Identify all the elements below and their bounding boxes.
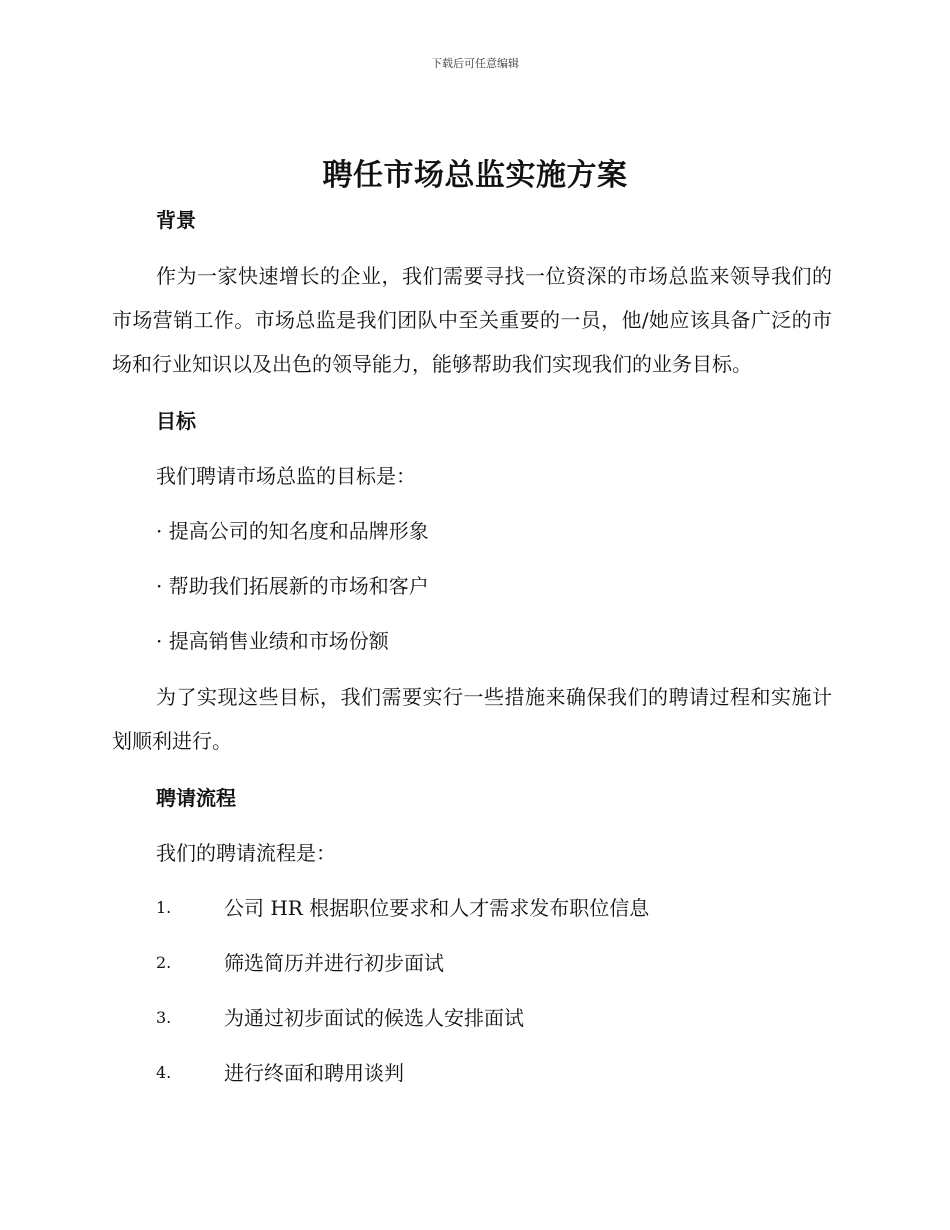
document-title: 聘任市场总监实施方案 xyxy=(322,158,628,193)
section-heading-background: 背景 xyxy=(156,208,196,232)
goal-bullet: · 帮助我们拓展新的市场和客户 xyxy=(156,574,429,598)
list-item xyxy=(112,1053,832,1093)
list-item xyxy=(112,943,832,983)
background-paragraph: 作为一家快速增长的企业，我们需要寻找一位资深的市场总监来领导我们的市场营销工作。市场总监是我们团队中至关重要的一员，他/她应该具备广泛的市场和行业知识以及出色的领导能力，能够帮助我们实现我们的业务目标。 xyxy=(112,264,832,376)
section-heading-process: 聘请流程 xyxy=(156,786,236,810)
step-number: 2. xyxy=(156,953,172,972)
step-text: 进行终面和聘用谈判 xyxy=(224,1061,404,1085)
goal-bullet: · 提高公司的知名度和品牌形象 xyxy=(156,519,429,543)
step-number: 1. xyxy=(156,898,172,917)
goal-bullet: · 提高销售业绩和市场份额 xyxy=(156,629,389,653)
process-steps-list xyxy=(112,888,832,1093)
step-text: 为通过初步面试的候选人安排面试 xyxy=(224,1006,524,1030)
list-item xyxy=(112,998,832,1038)
step-text: 筛选简历并进行初步面试 xyxy=(224,951,444,975)
goals-closing-paragraph: 为了实现这些目标，我们需要实行一些措施来确保我们的聘请过程和实施计划顺利进行。 xyxy=(112,685,832,753)
process-intro: 我们的聘请流程是： xyxy=(156,841,336,865)
list-item xyxy=(112,888,832,928)
step-number: 3. xyxy=(156,1008,172,1027)
section-heading-goals: 目标 xyxy=(156,409,196,433)
header-note: 下载后可任意编辑 xyxy=(431,57,519,70)
step-number: 4. xyxy=(156,1063,172,1082)
document-body xyxy=(112,200,832,1108)
step-text: 公司 HR 根据职位要求和人才需求发布职位信息 xyxy=(224,896,650,920)
goals-intro: 我们聘请市场总监的目标是： xyxy=(156,464,416,488)
